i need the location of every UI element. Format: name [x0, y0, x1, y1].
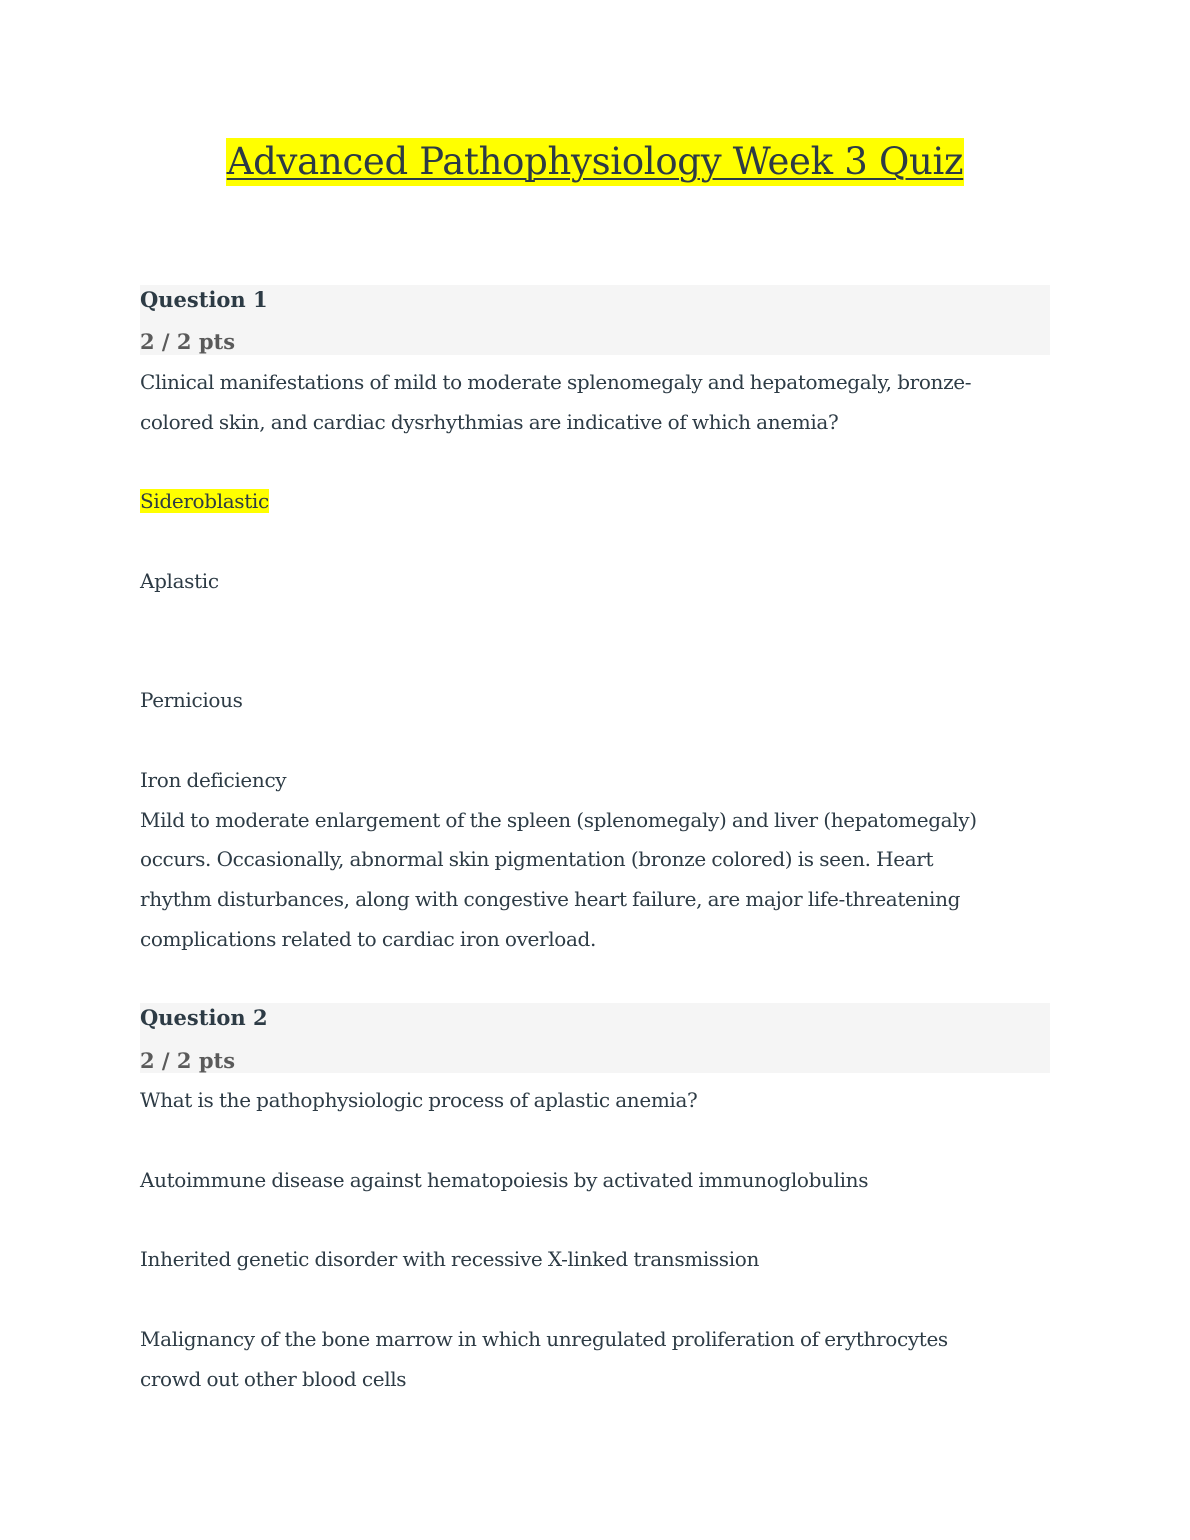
question-1-explanation-line-1: Mild to moderate enlargement of the spleen (splenomegaly) and liver (hepatomegaly) [140, 808, 977, 832]
question-1-answer-4[interactable]: Iron deficiency [140, 768, 287, 792]
page-title: Advanced Pathophysiology Week 3 Quiz [226, 138, 964, 186]
question-1-answer-1[interactable] [140, 481, 1050, 521]
question-2-answer-3-line-2[interactable]: crowd out other blood cells [140, 1367, 407, 1391]
question-1-prompt-line-2: colored skin, and cardiac dysrhythmias are indicative of which anemia? [140, 410, 839, 434]
question-1-explanation-line-3: rhythm disturbances, along with congestive heart failure, are major life-threatening [140, 887, 961, 911]
question-1-header [140, 285, 1050, 355]
question-1-explanation-line-2: occurs. Occasionally, abnormal skin pigmentation (bronze colored) is seen. Heart [140, 847, 934, 871]
question-1-label: Question 1 [140, 287, 268, 312]
question-1-prompt-line-1: Clinical manifestations of mild to moderate splenomegaly and hepatomegaly, bronze- [140, 370, 972, 394]
question-1-explanation-line-4: complications related to cardiac iron overload. [140, 927, 597, 951]
answer-highlight: Sideroblastic [140, 489, 269, 513]
question-2-answer-3-line-1[interactable]: Malignancy of the bone marrow in which unregulated proliferation of erythrocytes [140, 1327, 948, 1351]
question-2-points: 2 / 2 pts [140, 1048, 236, 1073]
title-container [0, 138, 1190, 186]
question-1-answer-2[interactable]: Aplastic [140, 569, 219, 593]
question-2-answer-2[interactable]: Inherited genetic disorder with recessive X-linked transmission [140, 1247, 759, 1271]
question-2-prompt: What is the pathophysiologic process of aplastic anemia? [140, 1088, 698, 1112]
question-1-points: 2 / 2 pts [140, 329, 236, 354]
question-2-header [140, 1003, 1050, 1073]
question-2-label: Question 2 [140, 1005, 268, 1030]
question-2-answer-1[interactable]: Autoimmune disease against hematopoiesis by activated immunoglobulins [140, 1168, 869, 1192]
question-1-answer-3[interactable]: Pernicious [140, 688, 243, 712]
